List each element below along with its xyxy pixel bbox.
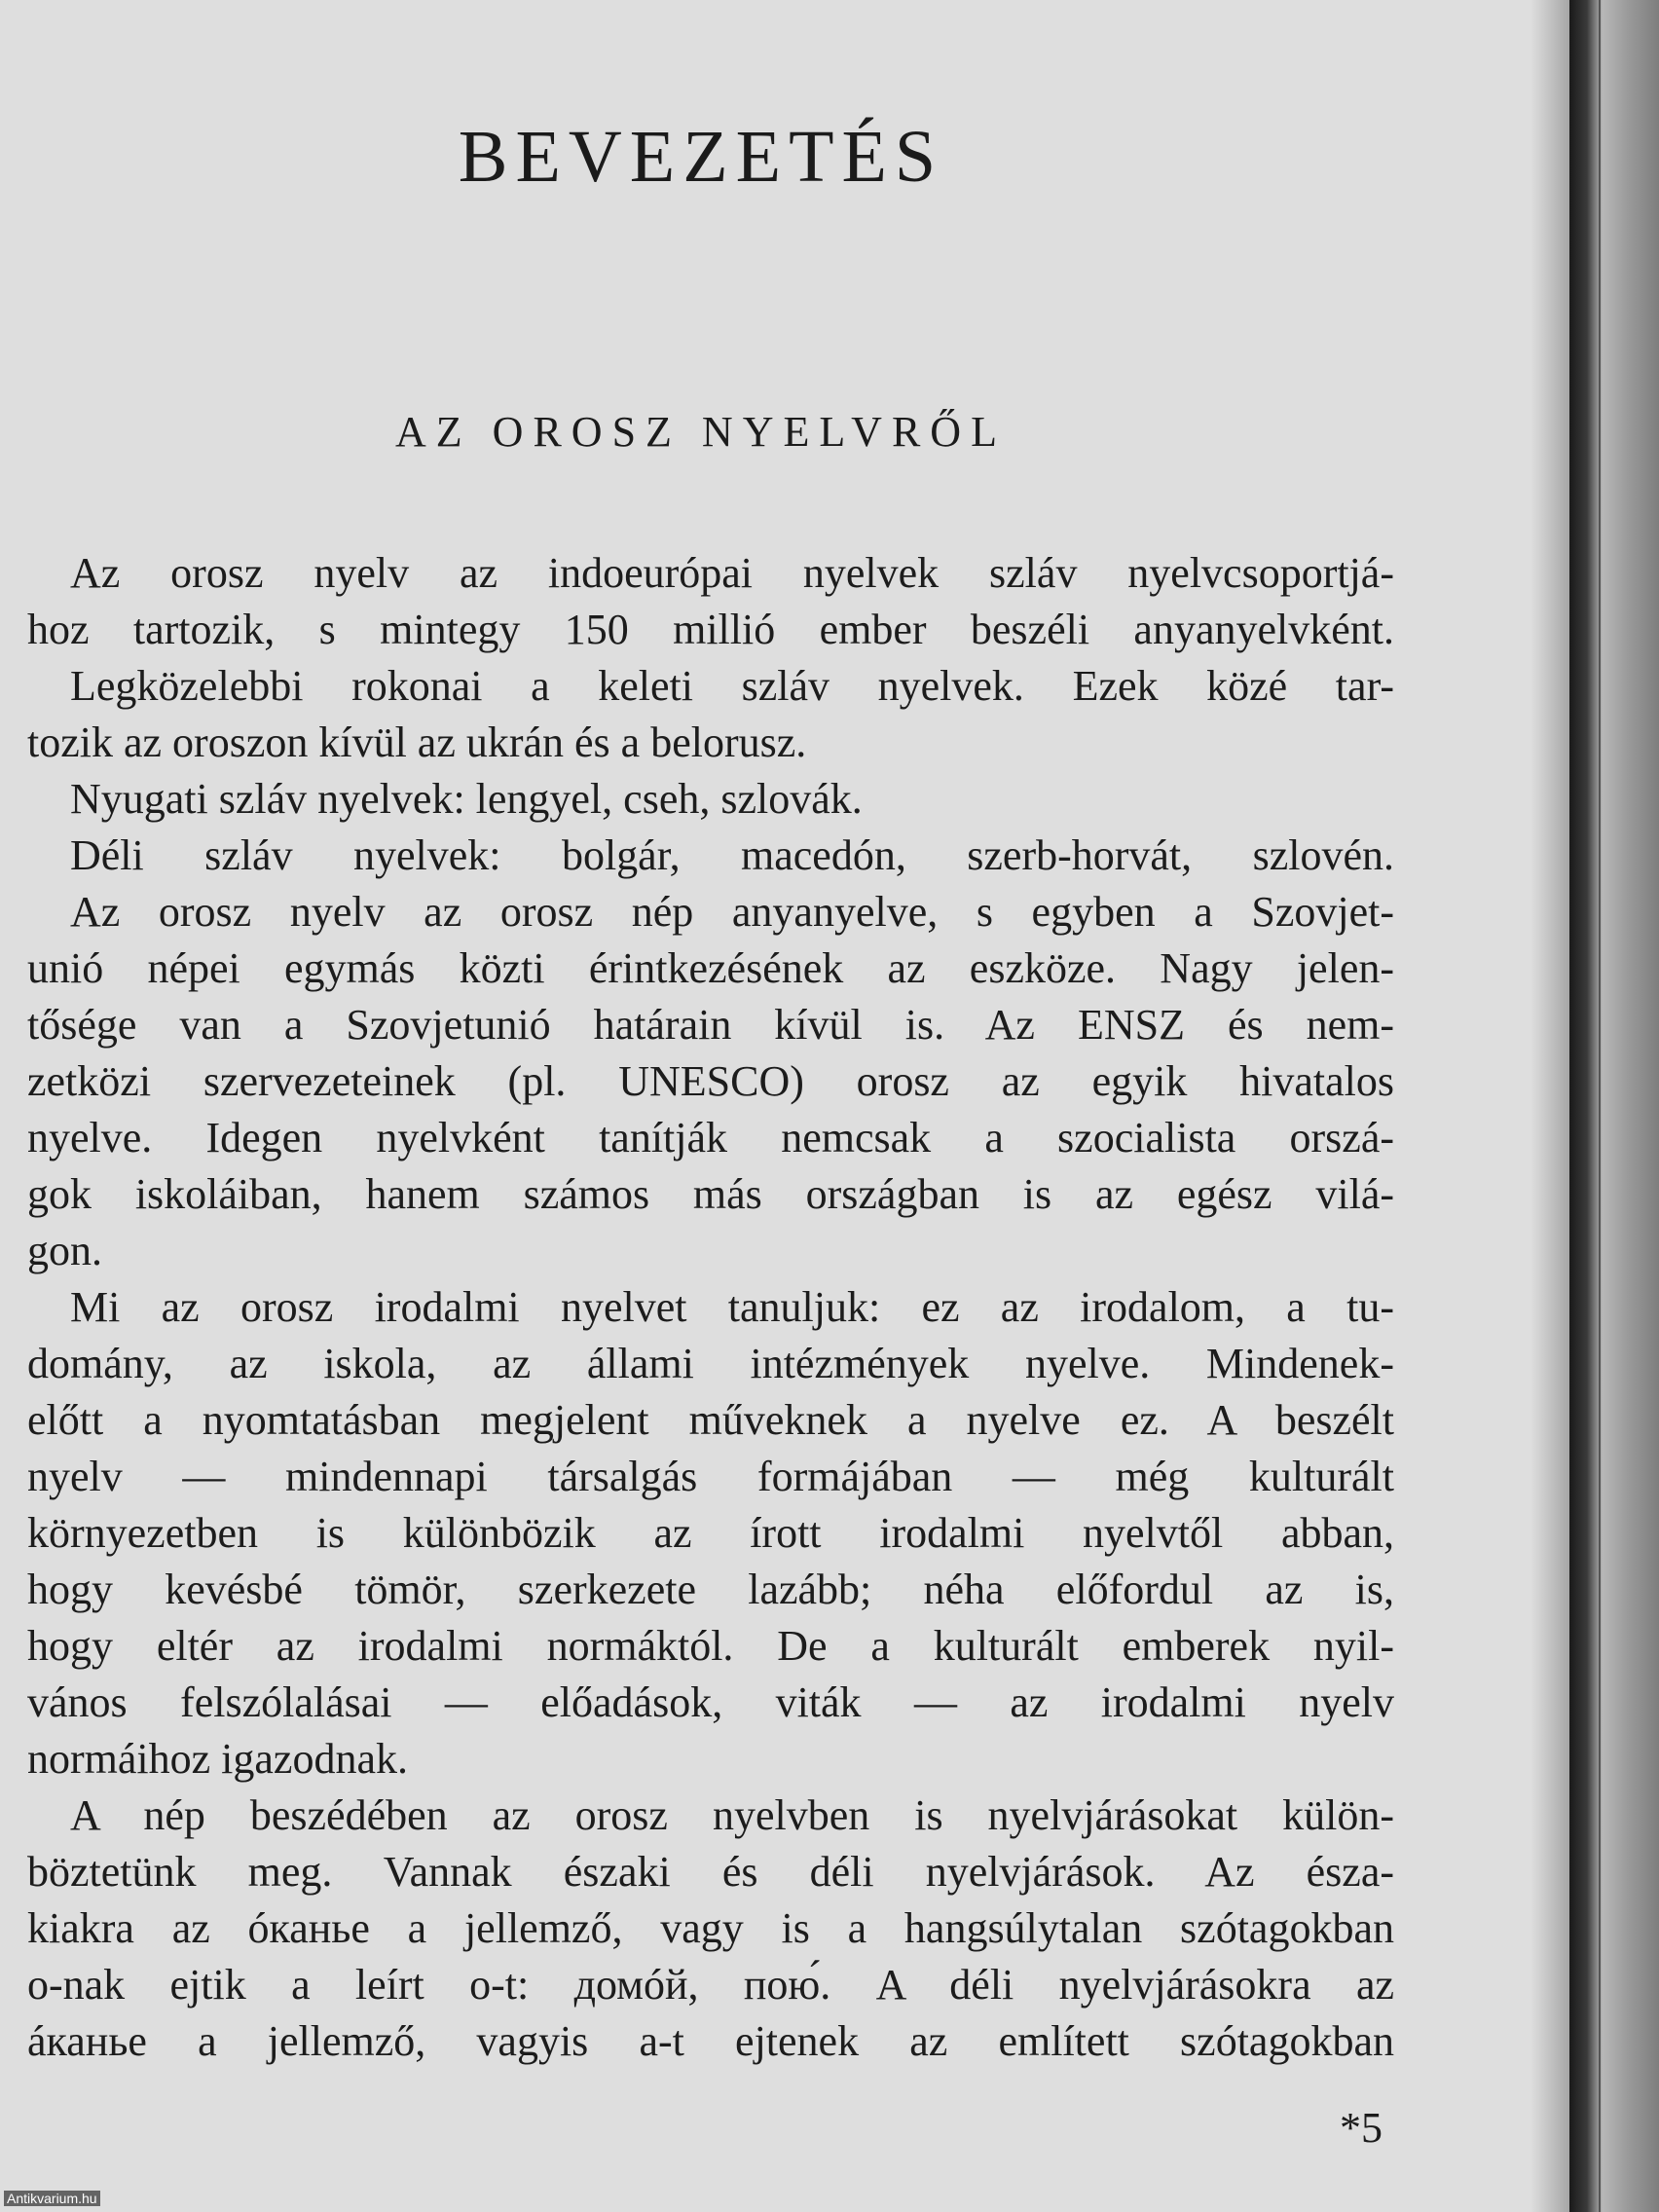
text-line: Az orosz nyelv az indoeurópai nyelvek szláv nyelvcsoportjá-	[70, 549, 1394, 597]
body-text	[27, 545, 1394, 2070]
text-line: Déli szláv nyelvek: bolgár, macedón, szerb-horvát, szlovén.	[70, 831, 1394, 879]
text-line: kiakra az óканье a jellemző, vagy is a hangsúlytalan szótagokban	[27, 1904, 1394, 1952]
text-line: Mi az orosz irodalmi nyelvet tanuljuk: ez az irodalom, a tu-	[70, 1283, 1394, 1331]
text-line: unió népei egymás közti érintkezésének az eszköze. Nagy jelen-	[27, 944, 1394, 992]
text-line: nyelve. Idegen nyelvként tanítják nemcsak a szocialista orszá-	[27, 1114, 1394, 1161]
watermark: Antikvarium.hu	[4, 2191, 100, 2206]
page-number: *5	[1340, 2104, 1382, 2152]
text-line: gok iskoláiban, hanem számos más országban is az egész vilá-	[27, 1170, 1394, 1218]
text-line: gon.	[27, 1227, 102, 1274]
text-line: Nyugati szláv nyelvek: lengyel, cseh, szlovák.	[70, 775, 863, 823]
text-line: hoz tartozik, s mintegy 150 millió ember beszéli anyanyelvként.	[27, 606, 1394, 653]
text-line: tősége van a Szovjetunió határain kívül is. Az ENSZ és nem-	[27, 1001, 1394, 1049]
section-title: AZ OROSZ NYELVRŐL	[395, 408, 1007, 456]
text-line: böztetünk meg. Vannak északi és déli nyelvjárások. Az észa-	[27, 1848, 1394, 1896]
text-line: domány, az iskola, az állami intézmények nyelve. Mindenek-	[27, 1340, 1394, 1387]
text-line: Legközelebbi rokonai a keleti szláv nyelvek. Ezek közé tar-	[70, 662, 1394, 710]
text-line: A nép beszédében az orosz nyelvben is nyelvjárásokat külön-	[70, 1791, 1394, 1839]
text-line: áканье a jellemző, vagyis a-t ejtenek az említett szótagokban	[27, 2017, 1394, 2065]
chapter-title: BEVEZETÉS	[458, 116, 944, 198]
book-binding	[1569, 0, 1659, 2212]
text-line: Az orosz nyelv az orosz nép anyanyelve, s egyben a Szovjet-	[70, 888, 1394, 936]
text-line: hogy kevésbé tömör, szerkezete lazább; néha előfordul az is,	[27, 1566, 1394, 1613]
text-line: normáihoz igazodnak.	[27, 1735, 408, 1783]
text-line: környezetben is különbözik az írott irodalmi nyelvtől abban,	[27, 1509, 1394, 1557]
text-line: előtt a nyomtatásban megjelent műveknek a nyelve ez. A beszélt	[27, 1396, 1394, 1444]
text-line: tozik az oroszon kívül az ukrán és a belorusz.	[27, 719, 807, 766]
text-line: vános felszólalásai — előadások, viták — az irodalmi nyelv	[27, 1678, 1394, 1726]
text-line: o-nak ejtik a leírt o-t: домóй, пою́. A déli nyelvjárásokra az	[27, 1961, 1394, 2009]
text-line: zetközi szervezeteinek (pl. UNESCO) orosz az egyik hivatalos	[27, 1057, 1394, 1105]
text-line: nyelv — mindennapi társalgás formájában — még kulturált	[27, 1453, 1394, 1500]
text-line: hogy eltér az irodalmi normáktól. De a kulturált emberek nyil-	[27, 1622, 1394, 1670]
